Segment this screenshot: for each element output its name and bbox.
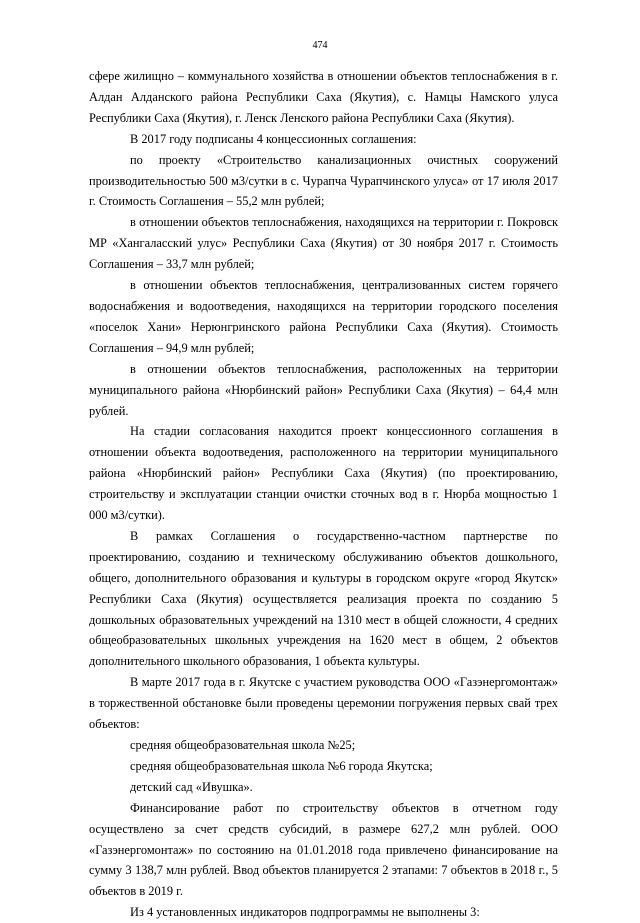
paragraph: Из 4 установленных индикаторов подпрограммы не выполнены 3: [130,905,480,920]
list-item: детский сад «Ивушка». [130,779,253,794]
paragraph: В 2017 году подписаны 4 концессионных соглашения: [130,131,417,146]
paragraph: в отношении объектов теплоснабжения, расположенных на территории муниципального района «Нюрбинский район» Республики Саха (Якутия) – 64,4 млн рублей. [89,361,558,418]
paragraph: по проекту «Строительство канализационных очистных сооружений производительностью 500 м3/сутки в с. Чурапча Чурапчинского улуса» от 17 июля 2017 г. Стоимость Соглашения – 55,2 млн рублей; [89,152,558,209]
page-number: 474 [312,40,328,51]
paragraph: Финансирование работ по строительству объектов в отчетном году осуществлено за счет средств субсидий, в размере 627,2 млн рублей. ООО «Газэнергомонтаж» по состоянию на 01.01.2018 года привлечено финансирование на сумму 3 138,7 млн рублей. Ввод объектов планируется 2 этапами: 7 объектов в 2018 г., 5 объектов в 2019 г. [89,800,558,899]
list-item: средняя общеобразовательная школа №6 города Якутска; [130,758,433,773]
paragraph: На стадии согласования находится проект концессионного соглашения в отношении объекта водоотведения, расположенного на территории муниципального района «Нюрбинский район» Республики Саха (Якутия) (по проектированию, строительству и эксплуатации станции очистки сточных вод в г. Нюрба мощностью 1 000 м3/сутки). [89,424,558,523]
paragraph: В марте 2017 года в г. Якутске с участием руководства ООО «Газэнергомонтаж» в торжественной обстановке были проведены церемонии погружения первых свай трех объектов: [89,675,558,732]
paragraph: в отношении объектов теплоснабжения, находящихся на территории г. Покровск МР «Хангаласский улус» Республики Саха (Якутия) от 30 ноября 2017 г. Стоимость Соглашения – 33,7 млн рублей; [89,215,558,272]
paragraph: сфере жилищно – коммунального хозяйства в отношении объектов теплоснабжения в г. Алдан Алданского района Республики Саха (Якутия), с. Намцы Намского улуса Республики Саха (Якутия), г. Ленск Ленского района Республики Саха (Якутия). [89,69,558,125]
document-body [89,66,558,923]
list-item: средняя общеобразовательная школа №25; [130,738,356,752]
paragraph: в отношении объектов теплоснабжения, централизованных систем горячего водоснабжения и водоотведения, находящихся на территории городского поселения «поселок Хани» Нерюнгринского района Республики Саха (Якутия). Стоимость Соглашения – 94,9 млн рублей; [89,278,558,355]
paragraph: В рамках Соглашения о государственно-частном партнерстве по проектированию, созданию и техническому обслуживанию объектов дошкольного, общего, дополнительного образования и культуры в городском округе «город Якутск» Республики Саха (Якутия) осуществляется реализация проекта по созданию 5 дошкольных образовательных учреждений на 1310 мест в общей сложности, 4 средних общеобразовательных школьных учреждения на 1620 мест в общем, 2 объектов дополнительного школьного образования, 1 объекта культуры. [89,528,558,669]
